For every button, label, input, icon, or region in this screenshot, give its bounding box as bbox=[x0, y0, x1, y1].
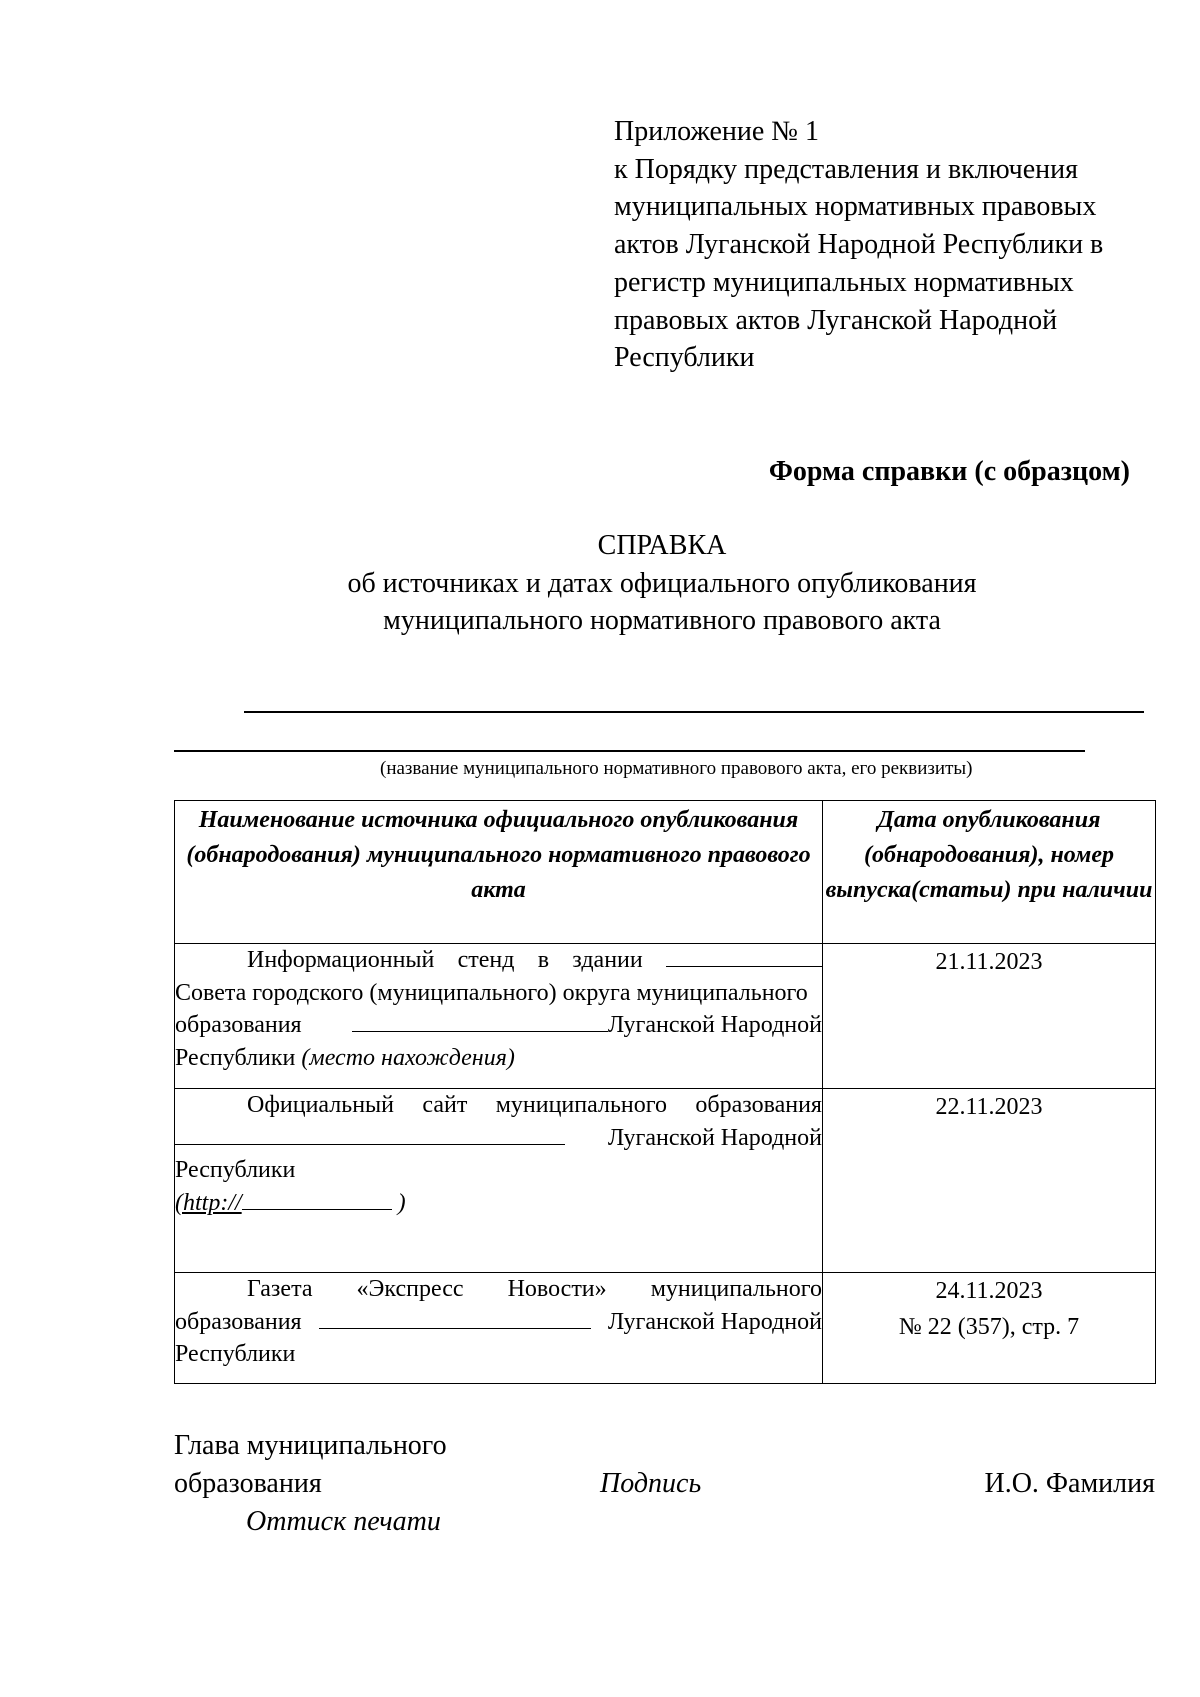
heading-subtitle-line-2: муниципального нормативного правового акта bbox=[383, 605, 941, 636]
stamp-placeholder: Оттиск печати bbox=[246, 1506, 441, 1537]
date-cell bbox=[823, 1089, 1156, 1273]
appendix-line: Приложение № 1 bbox=[614, 116, 819, 147]
blank-building bbox=[666, 944, 822, 967]
date-cell bbox=[823, 944, 1156, 1089]
appendix-line: к Порядку представления и включения bbox=[614, 153, 1078, 185]
appendix-line: правовых актов Луганской Народной bbox=[614, 304, 1058, 336]
signature-block bbox=[174, 1427, 1155, 1541]
table-row bbox=[175, 1089, 1156, 1273]
act-name-caption: (название муниципального нормативного правового акта, его реквизиты) bbox=[380, 758, 973, 779]
signatory-position-cont: образования bbox=[174, 1468, 322, 1499]
appendix-note bbox=[614, 113, 1134, 377]
act-name-blank-line-2 bbox=[174, 750, 1085, 752]
source-cell-info-stand bbox=[175, 944, 823, 1089]
table-row bbox=[175, 944, 1156, 1089]
source-line: Совета городского (муниципального) округа муниципального bbox=[175, 979, 808, 1006]
appendix-line: регистр муниципальных нормативных bbox=[614, 266, 1074, 298]
date-cell bbox=[823, 1273, 1156, 1384]
appendix-line: актов Луганской Народной Республики в bbox=[614, 229, 1104, 261]
appendix-line: муниципальных нормативных правовых bbox=[614, 191, 1097, 223]
publication-date: 24.11.2023 bbox=[935, 1278, 1043, 1304]
signature-row bbox=[174, 1465, 1155, 1503]
source-cell-newspaper bbox=[175, 1273, 823, 1384]
source-line: Информационный стенд в здании bbox=[175, 944, 822, 977]
header-date: Дата опубликования (обнародования), номер выпуска(статьи) при наличии bbox=[823, 801, 1156, 944]
blank-municipality bbox=[319, 1306, 591, 1329]
table-row bbox=[175, 1273, 1156, 1384]
issue-number: № 22 (357), стр. 7 bbox=[898, 1314, 1080, 1340]
blank-municipality bbox=[175, 1122, 565, 1145]
source-line: Республики bbox=[175, 1157, 296, 1183]
form-title: Форма справки (с образцом) bbox=[768, 456, 1130, 487]
blank-municipality bbox=[352, 1009, 608, 1032]
source-line: образования Луганской Народной bbox=[175, 1009, 822, 1042]
table-header-row bbox=[175, 801, 1156, 944]
signatory-name: И.О. Фамилия bbox=[984, 1468, 1155, 1499]
signature-placeholder: Подпись bbox=[600, 1468, 702, 1499]
source-line: Республики (место нахождения) bbox=[175, 1044, 515, 1071]
heading-subtitle-line-1: об источниках и датах официального опубликования bbox=[347, 567, 977, 599]
act-name-blank-line-1 bbox=[244, 711, 1144, 713]
source-line: образования Луганской Народной bbox=[175, 1306, 822, 1339]
appendix-line: Республики bbox=[614, 342, 755, 374]
source-line: Республики bbox=[175, 1341, 296, 1367]
publication-date: 22.11.2023 bbox=[935, 1094, 1043, 1120]
header-source: Наименование источника официального опубликования (обнародования) муниципального нормативного правового акта bbox=[175, 801, 823, 944]
website-link[interactable]: (http:// bbox=[175, 1189, 242, 1216]
publication-sources-table bbox=[174, 800, 1156, 1384]
heading-title: СПРАВКА bbox=[597, 530, 727, 561]
source-line: (http:// ) bbox=[175, 1187, 822, 1220]
document-heading bbox=[180, 527, 1144, 640]
blank-url bbox=[242, 1187, 392, 1210]
source-cell-website bbox=[175, 1089, 823, 1273]
publication-date: 21.11.2023 bbox=[935, 949, 1043, 975]
source-line: Луганской Народной bbox=[175, 1122, 822, 1155]
source-line: Газета «Экспресс Новости» муниципального bbox=[247, 1276, 822, 1302]
source-line: Официальный сайт муниципального образования bbox=[247, 1092, 822, 1118]
signatory-position: Глава муниципального bbox=[174, 1430, 447, 1461]
